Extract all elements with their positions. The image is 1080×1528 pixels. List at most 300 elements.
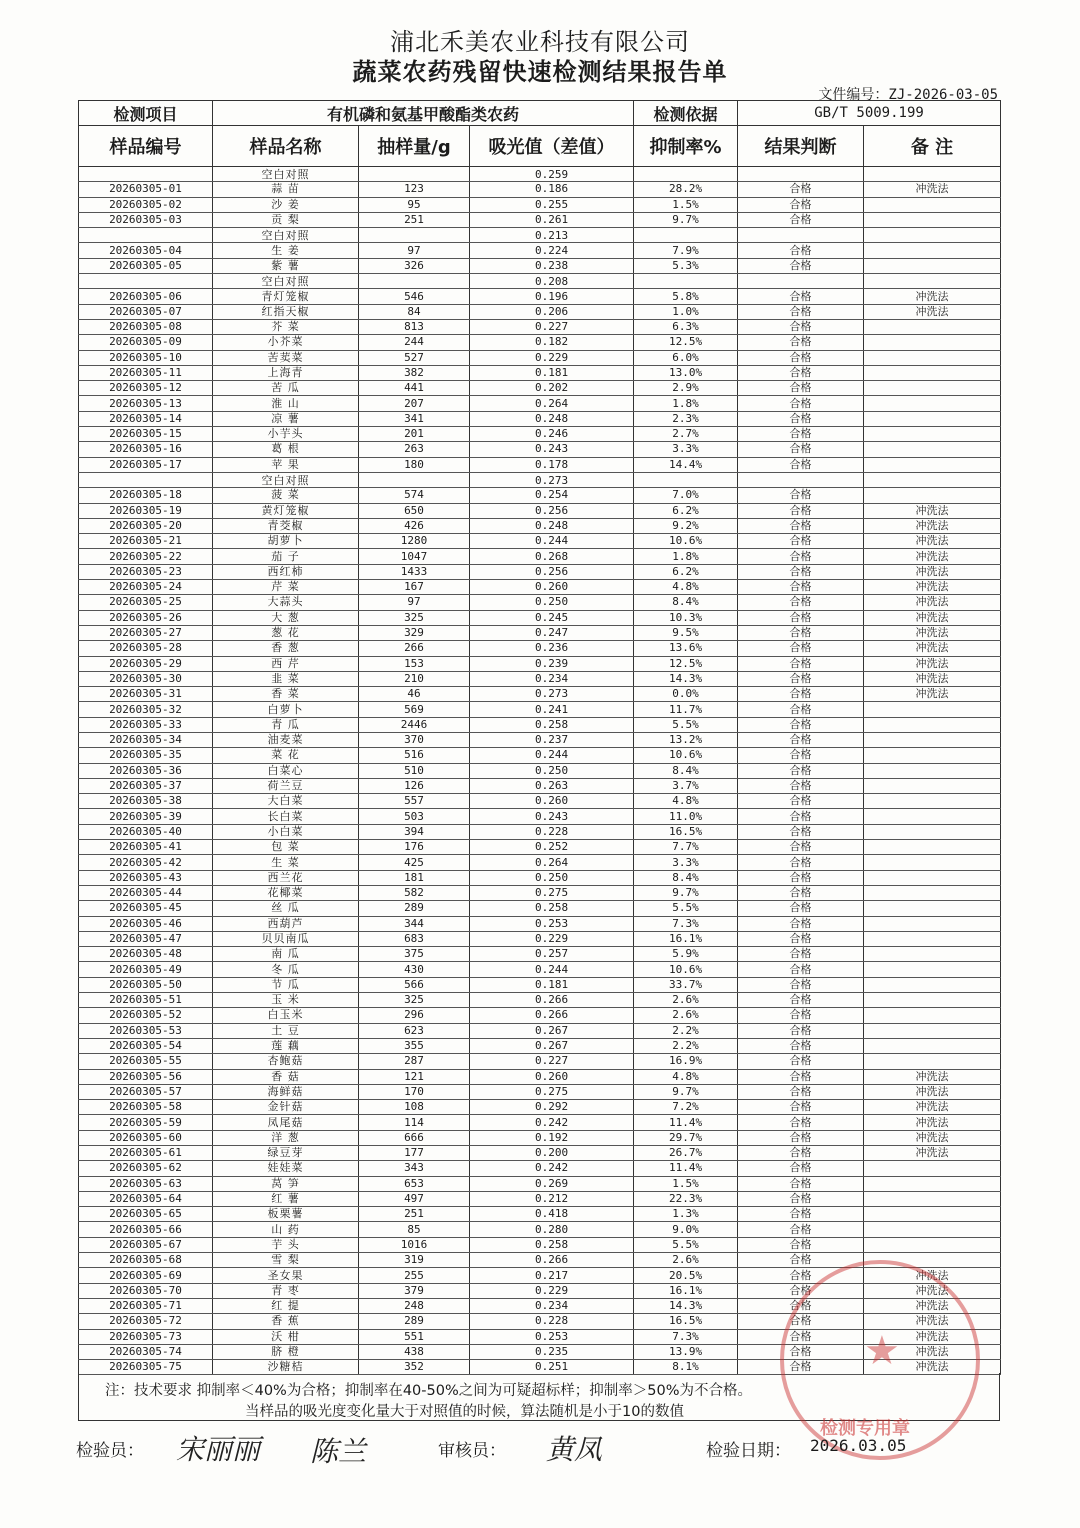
absorbance: 0.192	[470, 1130, 634, 1145]
inhibition-rate	[634, 167, 738, 182]
absorbance: 0.181	[470, 977, 634, 992]
sample-id: 20260305-56	[79, 1069, 213, 1084]
sample-name: 芹 菜	[213, 580, 359, 595]
table-row	[79, 901, 1001, 916]
sample-id: 20260305-69	[79, 1268, 213, 1283]
absorbance: 0.264	[470, 396, 634, 411]
sample-qty: 84	[359, 304, 470, 319]
col-header-note: 备 注	[864, 126, 1001, 167]
result-judgement: 合格	[738, 1023, 864, 1038]
inhibition-rate	[634, 274, 738, 289]
remark	[864, 824, 1001, 839]
table-row	[79, 411, 1001, 426]
inhibition-rate: 1.0%	[634, 304, 738, 319]
absorbance: 0.253	[470, 916, 634, 931]
absorbance: 0.229	[470, 350, 634, 365]
table-row	[79, 1237, 1001, 1252]
sample-name: 菜 花	[213, 748, 359, 763]
remark	[864, 840, 1001, 855]
sample-qty: 244	[359, 335, 470, 350]
result-judgement: 合格	[738, 809, 864, 824]
absorbance: 0.244	[470, 748, 634, 763]
sample-qty: 425	[359, 855, 470, 870]
sample-qty: 153	[359, 656, 470, 671]
result-judgement	[738, 472, 864, 487]
remark	[864, 1207, 1001, 1222]
sample-name: 莲 藕	[213, 1038, 359, 1053]
table-row	[79, 656, 1001, 671]
table-row	[79, 885, 1001, 900]
sample-name: 菠 菜	[213, 488, 359, 503]
result-judgement: 合格	[738, 1100, 864, 1115]
sample-name: 丝 瓜	[213, 901, 359, 916]
sample-qty: 516	[359, 748, 470, 763]
reviewer-label: 审核员：	[438, 1441, 506, 1461]
table-row	[79, 365, 1001, 380]
inhibition-rate: 10.3%	[634, 610, 738, 625]
remark	[864, 319, 1001, 334]
sample-name: 苦荬菜	[213, 350, 359, 365]
table-row	[79, 1222, 1001, 1237]
remark: 冲洗法	[864, 1146, 1001, 1161]
sample-name: 小白菜	[213, 824, 359, 839]
inhibition-rate: 1.8%	[634, 396, 738, 411]
blank-control-row	[79, 228, 1001, 243]
inhibition-rate: 3.3%	[634, 442, 738, 457]
sample-id: 20260305-49	[79, 962, 213, 977]
inhibition-rate	[634, 228, 738, 243]
table-row	[79, 243, 1001, 258]
sample-name: 长白菜	[213, 809, 359, 824]
sample-id: 20260305-40	[79, 824, 213, 839]
sample-id: 20260305-44	[79, 885, 213, 900]
sample-qty: 1016	[359, 1237, 470, 1252]
absorbance: 0.228	[470, 1314, 634, 1329]
sample-id: 20260305-45	[79, 901, 213, 916]
result-judgement: 合格	[738, 855, 864, 870]
sample-id: 20260305-65	[79, 1207, 213, 1222]
date-label: 检验日期：	[706, 1441, 791, 1461]
result-judgement: 合格	[738, 625, 864, 640]
sample-qty: 394	[359, 824, 470, 839]
table-row	[79, 840, 1001, 855]
sample-id: 20260305-54	[79, 1038, 213, 1053]
sample-qty: 207	[359, 396, 470, 411]
absorbance: 0.212	[470, 1191, 634, 1206]
inhibition-rate: 7.9%	[634, 243, 738, 258]
result-judgement: 合格	[738, 840, 864, 855]
inhibition-rate: 7.7%	[634, 840, 738, 855]
sample-id	[79, 472, 213, 487]
inhibition-rate: 9.7%	[634, 1084, 738, 1099]
sample-name: 紫 薯	[213, 258, 359, 273]
remark	[864, 212, 1001, 227]
table-row	[79, 1100, 1001, 1115]
sample-qty: 263	[359, 442, 470, 457]
sample-name: 大蒜头	[213, 595, 359, 610]
result-judgement: 合格	[738, 870, 864, 885]
absorbance: 0.229	[470, 1283, 634, 1298]
remark: 冲洗法	[864, 1283, 1001, 1298]
sample-name: 西红柿	[213, 564, 359, 579]
sample-id: 20260305-55	[79, 1054, 213, 1069]
remark	[864, 1222, 1001, 1237]
inhibition-rate: 2.6%	[634, 1008, 738, 1023]
remark	[864, 274, 1001, 289]
sample-id: 20260305-26	[79, 610, 213, 625]
absorbance: 0.253	[470, 1329, 634, 1344]
item-label: 检测项目	[79, 101, 213, 126]
absorbance: 0.224	[470, 243, 634, 258]
result-judgement: 合格	[738, 1069, 864, 1084]
inhibition-rate: 13.2%	[634, 732, 738, 747]
sample-name: 生 姜	[213, 243, 359, 258]
result-judgement: 合格	[738, 503, 864, 518]
remark	[864, 885, 1001, 900]
result-judgement: 合格	[738, 702, 864, 717]
sample-qty: 170	[359, 1084, 470, 1099]
sample-id: 20260305-23	[79, 564, 213, 579]
table-row	[79, 732, 1001, 747]
sample-qty: 289	[359, 901, 470, 916]
sample-name: 沙糖桔	[213, 1360, 359, 1375]
sample-name: 葱 花	[213, 625, 359, 640]
inhibition-rate: 14.3%	[634, 671, 738, 686]
sample-id: 20260305-64	[79, 1191, 213, 1206]
inhibition-rate: 2.6%	[634, 993, 738, 1008]
sample-qty: 574	[359, 488, 470, 503]
inhibition-rate: 3.3%	[634, 855, 738, 870]
sample-name: 青茭椒	[213, 518, 359, 533]
absorbance: 0.261	[470, 212, 634, 227]
table-row	[79, 1191, 1001, 1206]
basis-value: GB/T 5009.199	[738, 101, 1001, 126]
remark	[864, 778, 1001, 793]
inspection-date: 2026.03.05	[810, 1436, 907, 1455]
result-judgement: 合格	[738, 748, 864, 763]
sample-qty: 201	[359, 427, 470, 442]
sample-qty: 438	[359, 1344, 470, 1359]
blank-control-row	[79, 167, 1001, 182]
sample-name: 金针菇	[213, 1100, 359, 1115]
remark	[864, 228, 1001, 243]
result-judgement: 合格	[738, 1130, 864, 1145]
inspector-signature-2: 陈兰	[310, 1435, 367, 1468]
col-header-abs: 吸光值（差值）	[470, 126, 634, 167]
sample-qty: 683	[359, 931, 470, 946]
remark	[864, 1023, 1001, 1038]
sample-id: 20260305-29	[79, 656, 213, 671]
remark	[864, 947, 1001, 962]
sample-id: 20260305-39	[79, 809, 213, 824]
sample-id: 20260305-22	[79, 549, 213, 564]
inhibition-rate: 13.6%	[634, 641, 738, 656]
sample-id: 20260305-61	[79, 1146, 213, 1161]
result-judgement: 合格	[738, 1115, 864, 1130]
sample-id: 20260305-27	[79, 625, 213, 640]
remark: 冲洗法	[864, 1084, 1001, 1099]
inhibition-rate: 4.8%	[634, 580, 738, 595]
inhibition-rate: 29.7%	[634, 1130, 738, 1145]
inhibition-rate: 11.4%	[634, 1161, 738, 1176]
remark: 冲洗法	[864, 182, 1001, 197]
report-title: 蔬菜农药残留快速检测结果报告单	[352, 58, 728, 86]
inhibition-rate: 9.5%	[634, 625, 738, 640]
sample-name: 芋 头	[213, 1237, 359, 1252]
absorbance: 0.273	[470, 472, 634, 487]
inhibition-rate: 9.0%	[634, 1222, 738, 1237]
remark: 冲洗法	[864, 564, 1001, 579]
table-row	[79, 1054, 1001, 1069]
sample-id: 20260305-71	[79, 1298, 213, 1313]
absorbance: 0.258	[470, 717, 634, 732]
sample-id: 20260305-12	[79, 381, 213, 396]
sample-name: 沙 姜	[213, 197, 359, 212]
absorbance: 0.228	[470, 824, 634, 839]
absorbance: 0.242	[470, 1115, 634, 1130]
inhibition-rate: 7.3%	[634, 916, 738, 931]
remark	[864, 870, 1001, 885]
remark	[864, 381, 1001, 396]
remark: 冲洗法	[864, 534, 1001, 549]
sample-id: 20260305-28	[79, 641, 213, 656]
result-judgement: 合格	[738, 457, 864, 472]
result-judgement	[738, 167, 864, 182]
sample-id: 20260305-09	[79, 335, 213, 350]
inhibition-rate: 8.1%	[634, 1360, 738, 1375]
sample-id: 20260305-08	[79, 319, 213, 334]
sample-id: 20260305-68	[79, 1253, 213, 1268]
result-judgement: 合格	[738, 243, 864, 258]
inhibition-rate: 11.4%	[634, 1115, 738, 1130]
remark	[864, 457, 1001, 472]
sample-qty	[359, 274, 470, 289]
result-judgement: 合格	[738, 1207, 864, 1222]
table-row	[79, 396, 1001, 411]
sample-name: 红指天椒	[213, 304, 359, 319]
sample-name: 苦 瓜	[213, 381, 359, 396]
sample-name: 雪 梨	[213, 1253, 359, 1268]
table-row	[79, 1207, 1001, 1222]
sample-name: 洋 葱	[213, 1130, 359, 1145]
result-judgement: 合格	[738, 931, 864, 946]
sample-id: 20260305-63	[79, 1176, 213, 1191]
table-row	[79, 289, 1001, 304]
remark: 冲洗法	[864, 1360, 1001, 1375]
absorbance: 0.266	[470, 1253, 634, 1268]
item-value: 有机磷和氨基甲酸酯类农药	[213, 101, 634, 126]
remark	[864, 488, 1001, 503]
result-judgement: 合格	[738, 442, 864, 457]
table-row	[79, 457, 1001, 472]
remark: 冲洗法	[864, 1314, 1001, 1329]
remark	[864, 993, 1001, 1008]
sample-qty: 666	[359, 1130, 470, 1145]
table-row	[79, 763, 1001, 778]
sample-name: 西葫芦	[213, 916, 359, 931]
table-row	[79, 1176, 1001, 1191]
result-judgement: 合格	[738, 824, 864, 839]
sample-name: 蒜 苗	[213, 182, 359, 197]
file-number: 文件编号：ZJ-2026-03-05	[818, 87, 998, 103]
sample-id: 20260305-19	[79, 503, 213, 518]
sample-qty: 527	[359, 350, 470, 365]
sample-qty: 126	[359, 778, 470, 793]
sample-qty: 355	[359, 1038, 470, 1053]
sample-name: 贝贝南瓜	[213, 931, 359, 946]
result-judgement: 合格	[738, 610, 864, 625]
sample-name: 生 菜	[213, 855, 359, 870]
sample-id: 20260305-59	[79, 1115, 213, 1130]
remark	[864, 809, 1001, 824]
remark	[864, 258, 1001, 273]
absorbance: 0.227	[470, 1054, 634, 1069]
table-row	[79, 610, 1001, 625]
sample-id: 20260305-30	[79, 671, 213, 686]
result-judgement: 合格	[738, 258, 864, 273]
absorbance: 0.200	[470, 1146, 634, 1161]
absorbance: 0.186	[470, 182, 634, 197]
sample-qty: 325	[359, 993, 470, 1008]
results-table	[78, 100, 1001, 1375]
absorbance: 0.268	[470, 549, 634, 564]
remark: 冲洗法	[864, 1344, 1001, 1359]
result-judgement: 合格	[738, 580, 864, 595]
table-row	[79, 518, 1001, 533]
sample-qty: 510	[359, 763, 470, 778]
sample-id: 20260305-60	[79, 1130, 213, 1145]
table-row	[79, 625, 1001, 640]
absorbance: 0.250	[470, 595, 634, 610]
absorbance: 0.260	[470, 1069, 634, 1084]
blank-control-row	[79, 472, 1001, 487]
inhibition-rate: 20.5%	[634, 1268, 738, 1283]
sample-qty: 813	[359, 319, 470, 334]
inhibition-rate: 13.9%	[634, 1344, 738, 1359]
sample-qty: 329	[359, 625, 470, 640]
sample-name: 芥 菜	[213, 319, 359, 334]
remark	[864, 763, 1001, 778]
absorbance: 0.235	[470, 1344, 634, 1359]
absorbance: 0.202	[470, 381, 634, 396]
sample-qty: 123	[359, 182, 470, 197]
result-judgement: 合格	[738, 365, 864, 380]
absorbance: 0.245	[470, 610, 634, 625]
inhibition-rate: 2.7%	[634, 427, 738, 442]
sample-qty: 97	[359, 243, 470, 258]
table-row	[79, 870, 1001, 885]
absorbance: 0.229	[470, 931, 634, 946]
result-judgement: 合格	[738, 794, 864, 809]
remark	[864, 167, 1001, 182]
table-row	[79, 1161, 1001, 1176]
remark: 冲洗法	[864, 671, 1001, 686]
result-judgement: 合格	[738, 1054, 864, 1069]
absorbance: 0.267	[470, 1038, 634, 1053]
result-judgement: 合格	[738, 687, 864, 702]
sample-name: 节 瓜	[213, 977, 359, 992]
absorbance: 0.244	[470, 962, 634, 977]
sample-id: 20260305-53	[79, 1023, 213, 1038]
remark	[864, 1237, 1001, 1252]
sample-id: 20260305-51	[79, 993, 213, 1008]
table-row	[79, 748, 1001, 763]
remark: 冲洗法	[864, 1130, 1001, 1145]
result-judgement: 合格	[738, 1283, 864, 1298]
table-row	[79, 702, 1001, 717]
result-judgement: 合格	[738, 1298, 864, 1313]
sample-qty: 325	[359, 610, 470, 625]
result-judgement: 合格	[738, 1314, 864, 1329]
sample-name: 凉 薯	[213, 411, 359, 426]
result-judgement	[738, 274, 864, 289]
sample-qty: 289	[359, 1314, 470, 1329]
sample-name: 荷兰豆	[213, 778, 359, 793]
col-header-rate: 抑制率%	[634, 126, 738, 167]
absorbance: 0.196	[470, 289, 634, 304]
sample-id: 20260305-06	[79, 289, 213, 304]
inhibition-rate: 12.5%	[634, 656, 738, 671]
inhibition-rate: 4.8%	[634, 1069, 738, 1084]
remark: 冲洗法	[864, 580, 1001, 595]
result-judgement: 合格	[738, 534, 864, 549]
remark	[864, 350, 1001, 365]
sample-name: 空白对照	[213, 472, 359, 487]
table-row	[79, 197, 1001, 212]
result-judgement: 合格	[738, 518, 864, 533]
inhibition-rate: 16.5%	[634, 824, 738, 839]
sample-name: 绿豆芽	[213, 1146, 359, 1161]
table-row	[79, 1084, 1001, 1099]
inhibition-rate: 11.7%	[634, 702, 738, 717]
absorbance: 0.275	[470, 1084, 634, 1099]
table-row	[79, 916, 1001, 931]
inhibition-rate: 8.4%	[634, 595, 738, 610]
remark	[864, 916, 1001, 931]
inhibition-rate: 7.2%	[634, 1100, 738, 1115]
absorbance: 0.236	[470, 641, 634, 656]
result-judgement: 合格	[738, 1176, 864, 1191]
result-judgement: 合格	[738, 1329, 864, 1344]
sample-id: 20260305-16	[79, 442, 213, 457]
result-judgement: 合格	[738, 1344, 864, 1359]
absorbance: 0.241	[470, 702, 634, 717]
sample-qty: 287	[359, 1054, 470, 1069]
inhibition-rate: 5.3%	[634, 258, 738, 273]
result-judgement: 合格	[738, 778, 864, 793]
inhibition-rate: 5.5%	[634, 901, 738, 916]
inhibition-rate: 5.5%	[634, 1237, 738, 1252]
absorbance: 0.234	[470, 1298, 634, 1313]
inhibition-rate: 12.5%	[634, 335, 738, 350]
inhibition-rate: 5.8%	[634, 289, 738, 304]
table-row	[79, 564, 1001, 579]
absorbance: 0.259	[470, 167, 634, 182]
sample-qty: 114	[359, 1115, 470, 1130]
absorbance: 0.273	[470, 687, 634, 702]
remark: 冲洗法	[864, 503, 1001, 518]
sample-id: 20260305-43	[79, 870, 213, 885]
sample-name: 玉 米	[213, 993, 359, 1008]
remark: 冲洗法	[864, 687, 1001, 702]
company-name: 浦北禾美农业科技有限公司	[390, 28, 690, 56]
reviewer-signature: 黄凤	[546, 1433, 603, 1466]
inhibition-rate: 10.6%	[634, 748, 738, 763]
inhibition-rate: 2.6%	[634, 1253, 738, 1268]
table-row	[79, 488, 1001, 503]
sample-name: 包 菜	[213, 840, 359, 855]
sample-name: 山 药	[213, 1222, 359, 1237]
